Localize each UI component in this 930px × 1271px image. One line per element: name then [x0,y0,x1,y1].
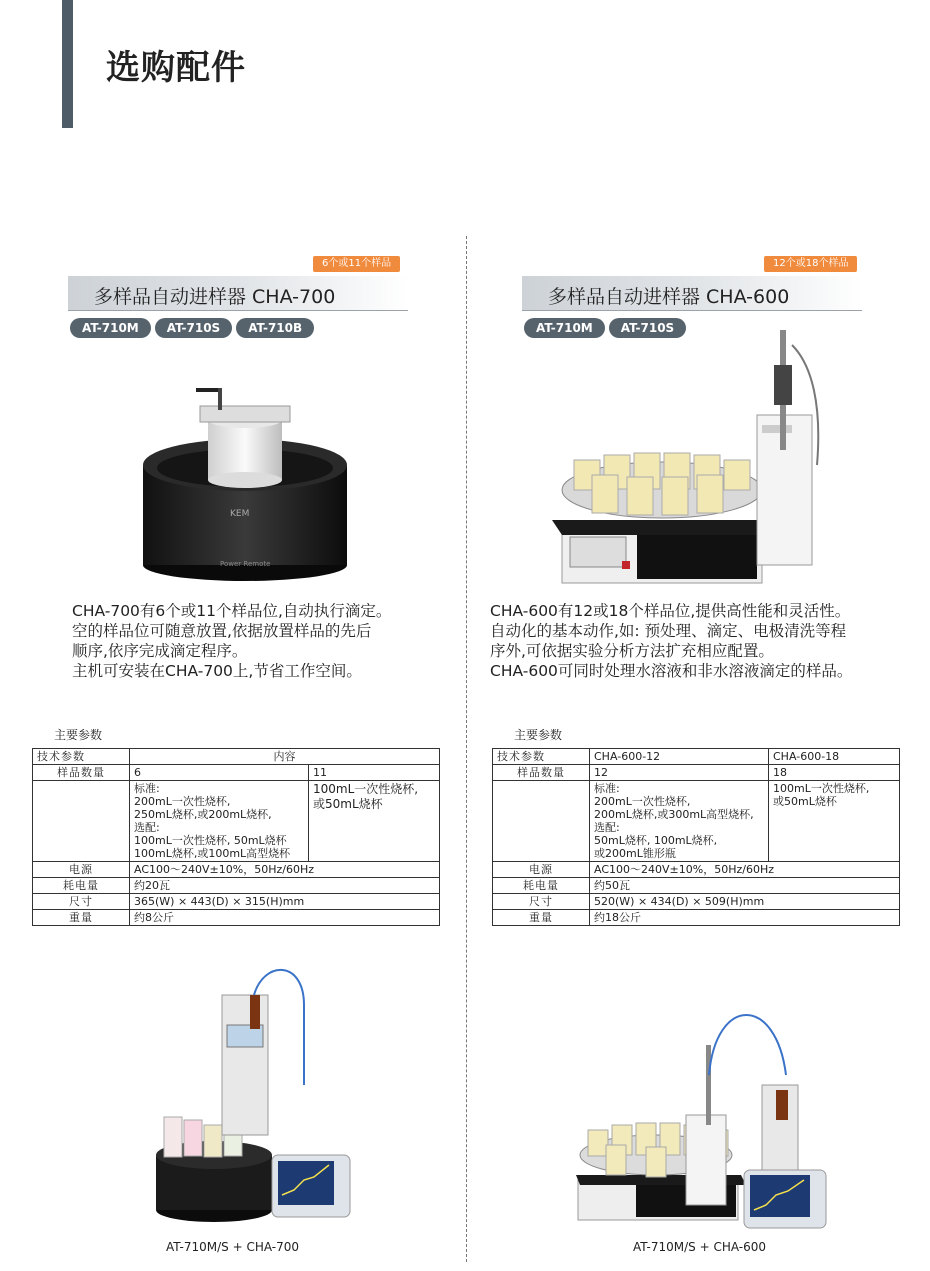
svg-text:KEM: KEM [230,509,250,519]
beaker-line: 250mL烧杯,或200mL烧杯, [134,808,272,821]
beaker-line: 或50mL烧杯 [313,797,383,811]
table-row [493,910,900,926]
beaker-line: 选配: [134,821,160,834]
beaker-cell [130,781,309,862]
beaker-line: 200mL烧杯,或300mL高型烧杯, [594,808,754,821]
spec-table [492,748,900,926]
beaker-line: 100mL一次性烧杯, [313,782,419,796]
description-line: CHA-600有12或18个样品位,提供高性能和灵活性。 [490,602,851,620]
beaker-line: 标准: [134,782,160,795]
product-title-band [522,276,862,311]
table-row [33,862,440,878]
compatible-models [70,318,314,338]
photo-caption: AT-710M/S + CHA-700 [166,1240,300,1254]
description-line: 空的样品位可随意放置,依据放置样品的先后 [72,622,372,640]
row-label [33,781,130,862]
product-title-band [68,276,408,311]
description-line: CHA-700有6个或11个样品位,自动执行滴定。 [72,602,392,620]
product-description [490,601,852,681]
table-row [33,765,440,781]
description-line: 主机可安装在CHA-700上,节省工作空间。 [72,662,362,680]
table-header-cell: 技术参数 [33,749,130,765]
table-header-cell: CHA-600-12 [590,749,769,765]
at-710-cha-600-photo [576,1005,831,1230]
row-label: 耗电量 [33,878,130,894]
table-cell: 约20瓦 [130,878,440,894]
cha-600-photo [552,325,842,590]
beaker-cell [590,781,769,862]
model-pill[interactable]: AT-710B [236,318,314,338]
table-row [33,749,440,765]
table-cell: 6 [130,765,309,781]
table-row [33,910,440,926]
table-row [493,862,900,878]
sample-count-badge: 12个或18个样品 [764,256,857,272]
table-row [33,878,440,894]
row-label: 电源 [33,862,130,878]
beaker-line: 100mL烧杯,或100mL高型烧杯 [134,847,291,860]
table-cell: 约18公斤 [590,910,900,926]
model-pill[interactable]: AT-710M [70,318,151,338]
row-label: 耗电量 [493,878,590,894]
beaker-cell [769,781,900,862]
table-cell: 约8公斤 [130,910,440,926]
row-label: 重量 [493,910,590,926]
table-row [493,781,900,862]
row-label: 电源 [493,862,590,878]
description-line: 自动化的基本动作,如: 预处理、滴定、电极清洗等程 [490,622,847,640]
table-cell: AC100～240V±10%，50Hz/60Hz [130,862,440,878]
table-cell: AC100～240V±10%，50Hz/60Hz [590,862,900,878]
description-line: CHA-600可同时处理水溶液和非水溶液滴定的样品。 [490,662,853,680]
table-row [493,878,900,894]
at-710-cha-700-photo [154,965,354,1230]
table-row [493,894,900,910]
sample-count-badge: 6个或11个样品 [313,256,400,272]
table-cell: 11 [309,765,440,781]
table-cell: 365(W) × 443(D) × 315(H)mm [130,894,440,910]
product-description [72,601,391,681]
table-cell: 约50瓦 [590,878,900,894]
model-pill[interactable]: AT-710M [524,318,605,338]
row-label: 尺寸 [33,894,130,910]
photo-label: Power Remote [220,560,271,568]
model-pill[interactable]: AT-710S [155,318,232,338]
spec-title: 主要参数 [514,728,563,742]
row-label: 样品数量 [493,765,590,781]
beaker-line: 200mL一次性烧杯, [134,795,231,808]
beaker-line: 100mL一次性烧杯, 50mL烧杯 [134,834,287,847]
beaker-line: 或200mL锥形瓶 [594,847,676,860]
table-row [33,894,440,910]
beaker-line: 200mL一次性烧杯, [594,795,691,808]
row-label: 尺寸 [493,894,590,910]
table-header-cell: 内容 [130,749,440,765]
cha-700-photo [140,380,350,585]
photo-caption: AT-710M/S + CHA-600 [633,1240,767,1254]
column-divider [466,236,467,1262]
table-cell: 18 [769,765,900,781]
table-cell: 520(W) × 434(D) × 509(H)mm [590,894,900,910]
spec-table [32,748,440,926]
row-label [493,781,590,862]
product-title: 多样品自动进样器 CHA-600 [548,286,790,308]
table-row [33,781,440,862]
beaker-cell [309,781,440,862]
row-label: 样品数量 [33,765,130,781]
product-title: 多样品自动进样器 CHA-700 [94,286,336,308]
beaker-line: 50mL烧杯, 100mL烧杯, [594,834,718,847]
table-cell: 12 [590,765,769,781]
beaker-line: 标准: [594,782,620,795]
title-accent-bar [62,0,73,128]
table-row [493,765,900,781]
beaker-line: 或50mL烧杯 [773,795,837,808]
table-header-cell: CHA-600-18 [769,749,900,765]
model-pill[interactable]: AT-710S [609,318,686,338]
page-title: 选购配件 [106,48,246,88]
beaker-line: 100mL一次性烧杯, [773,782,870,795]
beaker-line: 选配: [594,821,620,834]
description-line: 序外,可依据实验分析方法扩充相应配置。 [490,642,774,660]
table-row [493,749,900,765]
spec-title: 主要参数 [54,728,103,742]
description-line: 顺序,依序完成滴定程序。 [72,642,248,660]
table-header-cell: 技术参数 [493,749,590,765]
row-label: 重量 [33,910,130,926]
